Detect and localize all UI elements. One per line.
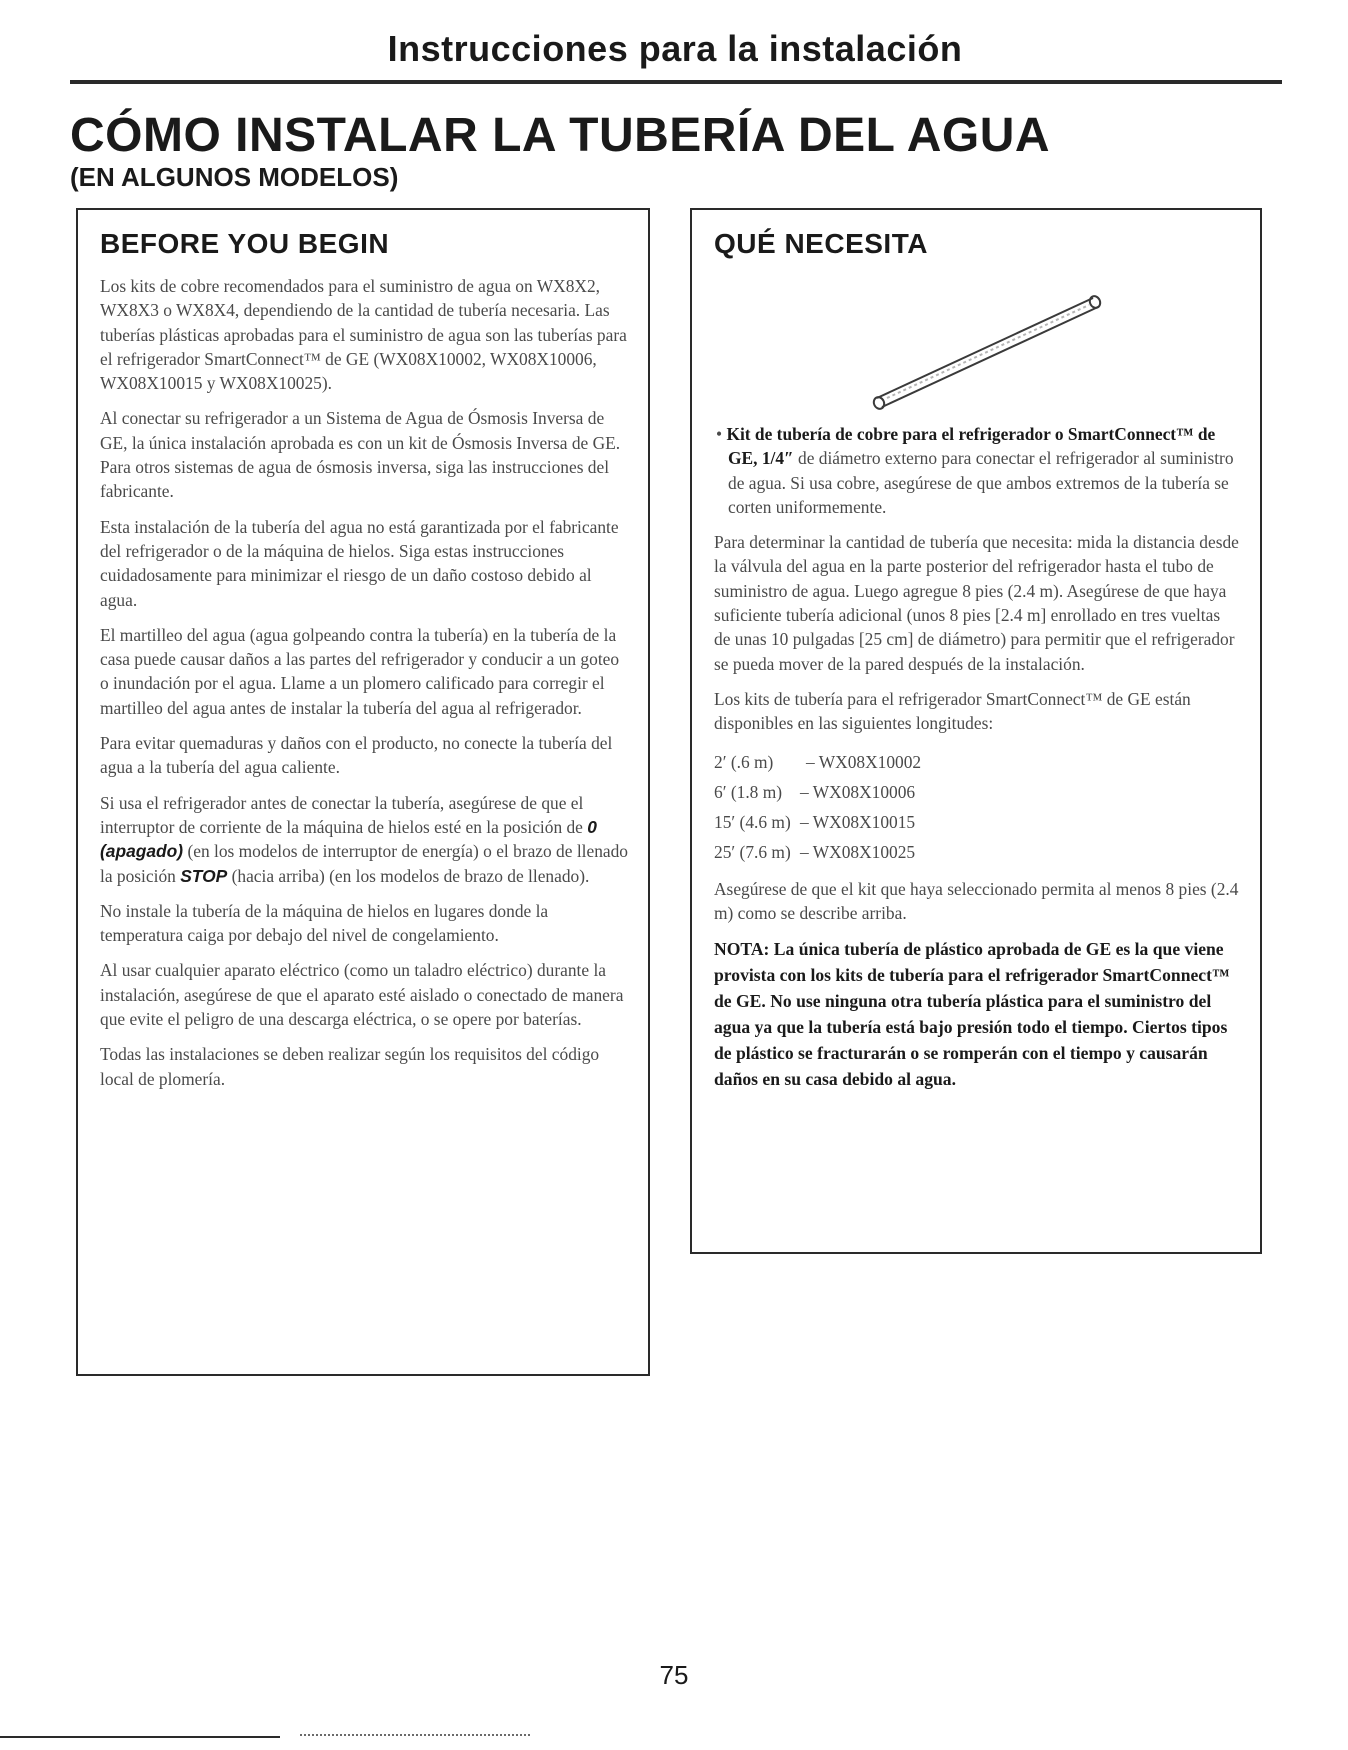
what-you-need-title: QUÉ NECESITA (714, 228, 928, 259)
before-you-begin-title: BEFORE YOU BEGIN (100, 228, 390, 259)
paragraph: Los kits de cobre recomendados para el suministro de agua on WX8X2, WX8X3 o WX8X4, dependiendo de la cantidad de tubería necesaria. Las tuberías plásticas aprobadas para el suministro de agua son las tuberías para el refrigerador SmartConnect™ de GE (WX08X10002, WX08X10006, WX08X10015 y WX08X10025). (100, 276, 627, 394)
what-you-need-box (690, 208, 1262, 1254)
footer-divider (0, 1736, 280, 1738)
switch-text-between: (en los modelos de interruptor de energía) o el brazo de llenado la posición (100, 841, 629, 886)
stop-position-label: STOP (180, 865, 228, 886)
kit-part-number: – WX08X10015 (800, 811, 916, 832)
paragraph: Todas las instalaciones se deben realizar según los requisitos del código local de plomería. (100, 1044, 600, 1089)
list-item (714, 777, 1240, 807)
kits-paragraph: Los kits de tubería para el refrigerador SmartConnect™ de GE están disponibles en las siguientes longitudes: (714, 688, 1191, 734)
before-you-begin-box (76, 208, 650, 1376)
switch-paragraph (100, 791, 628, 888)
page-number: 75 (659, 1660, 689, 1690)
paragraph: El martilleo del agua (agua golpeando contra la tubería) en la tubería de la casa puede causar daños a las partes del refrigerador y conducir a un goteo o inundación por el agua. Llame a un plomero calificado para corregir el martilleo del agua antes de instalar la tubería del agua al refrigerador. (100, 624, 620, 718)
copper-tube-icon (827, 274, 1127, 414)
paragraph: Para evitar quemaduras y daños con el producto, no conecte la tubería del agua a la tubería del agua caliente. (100, 733, 613, 778)
kit-part-number: – WX08X10025 (800, 841, 916, 862)
switch-text-after: (hacia arriba) (en los modelos de brazo de llenado). (227, 865, 590, 886)
kit-length: 6′ (1.8 m) (714, 781, 783, 802)
off-position-label: 0 (apagado) (100, 816, 597, 862)
tubing-kit-bullet: • Kit de tubería de cobre para el refrigerador o SmartConnect™ de GE, 1/4″ de diámetro externo para conectar el refrigerador al suministro de agua. Si usa cobre, asegúrese de que ambos extremos de la tubería se corten uniformemente. (716, 424, 1234, 517)
section-title: CÓMO INSTALAR LA TUBERÍA DEL AGUA (70, 109, 1051, 162)
kit-part-number: – WX08X10006 (800, 781, 916, 802)
section-subtitle: (EN ALGUNOS MODELOS) (70, 162, 399, 192)
tubing-kit-lead: Kit de tubería de cobre para el refrigerador o SmartConnect™ de GE, 1/4″ (726, 424, 1216, 469)
note-paragraph: NOTA: La única tubería de plástico aprobada de GE es la que viene provista con los kits de tubería para el refrigerador SmartConnect™ de GE. No use ninguna otra tubería plástica para el suministro del agua ya que la tubería está bajo presión todo el tiempo. Ciertos tipos de plástico se fracturarán o se romperán con el tiempo y causarán daños en su casa debido al agua. (714, 939, 1230, 1090)
paragraph: No instale la tubería de la máquina de hielos en lugares donde la temperatura caiga por debajo del nivel de congelamiento. (100, 900, 549, 946)
measure-paragraph: Para determinar la cantidad de tubería que necesita: mida la distancia desde la válvula del agua en la parte posterior del refrigerador hasta el tubo de suministro de agua. Luego agregue 8 pies (2.4 m). Asegúrese de que haya suficiente tubería adicional (unos 8 pies [2.4 m] enrollado en tres vueltas de unas 10 pulgadas [25 cm] de diámetro) para permitir que el refrigerador se pueda mover de la pared después de la instalación. (714, 532, 1239, 674)
kit-length: 2′ (.6 m) (714, 751, 774, 772)
switch-text-before: Si usa el refrigerador antes de conectar la tubería, asegúrese de que el interruptor de corriente de la máquina de hielos esté en la posición de (100, 792, 588, 837)
footer-mark (300, 1734, 530, 1738)
list-item (714, 747, 1240, 777)
list-item (714, 807, 1240, 837)
page-header-title: Instrucciones para la instalación (387, 28, 963, 69)
header-divider (70, 80, 1282, 84)
kit-length: 25′ (7.6 m) (714, 841, 791, 862)
kit-lengths-list (714, 747, 1240, 867)
list-item (714, 837, 1240, 867)
ensure-paragraph: Asegúrese de que el kit que haya seleccionado permita al menos 8 pies (2.4 m) como se describe arriba. (714, 878, 1239, 923)
paragraph: Al conectar su refrigerador a un Sistema de Agua de Ósmosis Inversa de GE, la única instalación aprobada es con un kit de Ósmosis Inversa de GE. Para otros sistemas de agua de ósmosis inversa, siga las instrucciones del fabricante. (100, 408, 621, 502)
paragraph: Al usar cualquier aparato eléctrico (como un taladro eléctrico) durante la instalación, asegúrese de que el aparato esté aislado o conectado de manera que evite el peligro de una descarga eléctrica, o se opere por baterías. (100, 960, 624, 1030)
tubing-kit-rest: de diámetro externo para conectar el refrigerador al suministro de agua. Si usa cobre, asegúrese de que ambos extremos de la tubería se corten uniformemente. (728, 448, 1234, 517)
paragraph: Esta instalación de la tubería del agua no está garantizada por el fabricante del refrigerador o de la máquina de hielos. Siga estas instrucciones cuidadosamente para minimizar el riesgo de un daño costoso debido al agua. (100, 516, 619, 610)
kit-length: 15′ (4.6 m) (714, 811, 791, 832)
kit-part-number: – WX08X10002 (806, 751, 922, 772)
